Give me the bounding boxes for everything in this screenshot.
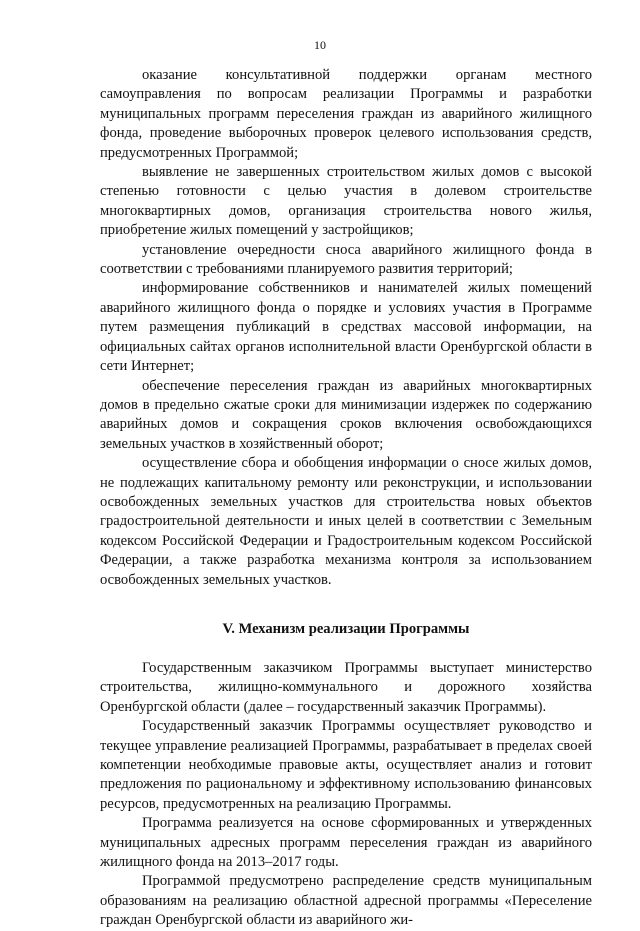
list-item: выявление не завершенных строительством жилых домов с высокой степенью готовности с целью участия в долевом строительстве многоквартирных домов, организация строительства нового жилья, приобретение жилых помещений у застройщиков;: [100, 164, 592, 239]
list-item: оказание консультативной поддержки органам местного самоуправления по вопросам реализации Программы и разработки муниципальных программ переселения граждан из аварийного жилищного фонда, проведение выборочных проверок целевого использования средств, предусмотренных Программой;: [100, 67, 592, 161]
paragraph: Государственным заказчиком Программы выступает министерство строительства, жилищно-коммунального и дорожного хозяйства Оренбургской области (далее – государственный заказчик Программы).: [100, 659, 592, 715]
list-item: обеспечение переселения граждан из аварийных многоквартирных домов в предельно сжатые сроки для минимизации издержек по содержанию аварийных домов и сокращения сроков включения освобождающихся земельных участков в хозяйственный оборот;: [100, 377, 592, 452]
page-number: 10: [314, 38, 326, 52]
list-item: осуществление сбора и обобщения информации о сносе жилых домов, не подлежащих капитальному ремонту или реконструкции, и использовании освобожденных земельных участков для строительства новых объектов градостроительной деятельности и иных целей в соответствии с Земельным кодексом Российской Федерации и Градостроительным кодексом Российской Федерации, а также разработка механизма контроля за использованием освобожденных земельных участков.: [100, 455, 592, 588]
paragraph: Государственный заказчик Программы осуществляет руководство и текущее управление реализацией Программы, разрабатывает в пределах своей компетенции необходимые правовые акты, осуществляет анализ и готовит предложения по рациональному и эффективному использованию финансовых ресурсов, предусмотренных на реализацию Программы.: [100, 718, 592, 812]
paragraph: Программой предусмотрено распределение средств муниципальным образованиям на реализацию областной адресной программы «Переселение граждан Оренбургской области из аварийного жи-: [100, 873, 592, 929]
list-item: установление очередности сноса аварийного жилищного фонда в соответствии с требованиями планируемого развития территорий;: [100, 241, 592, 278]
list-item: информирование собственников и нанимателей жилых помещений аварийного жилищного фонда о порядке и условиях участия в Программе путем размещения публикаций в средствах массовой информации, на официальных сайтах органов исполнительной власти Оренбургской области в сети Интернет;: [100, 280, 592, 375]
document-body: [100, 66, 592, 931]
section-title: V. Механизм реализации Программы: [222, 620, 470, 637]
paragraph: Программа реализуется на основе сформированных и утвержденных муниципальных адресных программ переселения граждан из аварийного жилищного фонда на 2013–2017 годы.: [100, 815, 592, 871]
